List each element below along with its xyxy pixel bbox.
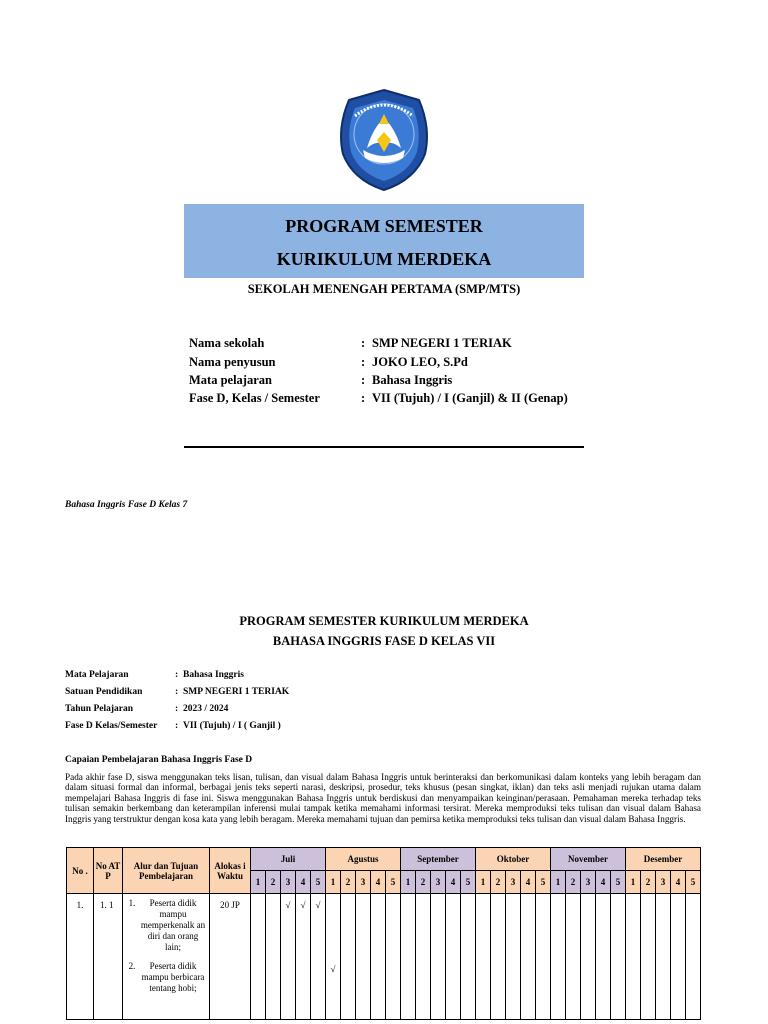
week-cell [401,894,416,1020]
week-cell [356,894,371,1020]
week-header: 3 [281,871,296,894]
horizontal-rule [184,446,584,448]
month-header: Juli [251,848,326,871]
alur-item-text: Peserta didik mampu memperkenalk an diri dan orang lain; [140,898,206,952]
title-line-2: KURIKULUM MERDEKA [276,249,492,269]
row-no: 1. [67,894,94,1020]
header-no: No . [67,848,94,894]
week-cell [491,894,506,1020]
week-cell [461,894,476,1020]
row-no-atp: 1. 1 [94,894,123,1020]
meta-value: SMP NEGERI 1 TERIAK [183,687,290,697]
week-cell [341,894,356,1020]
info-label: Mata pelajaran [189,373,272,387]
alur-item-number: 2. [128,961,136,971]
page-caption: Bahasa Inggris Fase D Kelas 7 [65,500,188,510]
week-cell-checked: √ [326,894,341,1020]
week-cell [686,894,701,1020]
week-header: 3 [431,871,446,894]
meta-separator: : [175,670,179,680]
week-header: 2 [566,871,581,894]
week-cell [581,894,596,1020]
week-header: 1 [476,871,491,894]
week-cell [596,894,611,1020]
week-cell [251,894,266,1020]
week-header: 2 [416,871,431,894]
header-alokasi: Alokas i Waktu [210,848,251,894]
meta-separator: : [175,721,179,731]
info-label: Nama sekolah [189,336,265,350]
week-cell [266,894,281,1020]
meta-value: VII (Tujuh) / I ( Ganjil ) [183,721,281,731]
alur-item-text: Peserta didik mampu berbicara tentang hobi; [141,961,205,993]
week-header: 1 [401,871,416,894]
week-header: 4 [521,871,536,894]
alur-item [125,898,207,953]
week-cell [611,894,626,1020]
week-header: 5 [686,871,701,894]
week-header: 1 [251,871,266,894]
week-header: 4 [671,871,686,894]
week-cell [551,894,566,1020]
title-banner [184,204,584,278]
week-header: 3 [356,871,371,894]
week-header: 5 [611,871,626,894]
week-header: 1 [326,871,341,894]
month-header: Desember [626,848,701,871]
meta-separator: : [175,704,179,714]
week-header: 1 [626,871,641,894]
week-cell [416,894,431,1020]
week-header: 2 [641,871,656,894]
week-cell [446,894,461,1020]
week-cell [521,894,536,1020]
week-cell [656,894,671,1020]
week-header: 3 [581,871,596,894]
meta-label: Mata Pelajaran [65,670,129,680]
week-header: 3 [656,871,671,894]
info-label: Nama penyusun [189,355,276,369]
program-subtitle: BAHASA INGGRIS FASE D KELAS VII [272,634,496,648]
header-alur: Alur dan Tujuan Pembelajaran [123,848,210,894]
header-no-atp: No AT P [94,848,123,894]
week-header: 4 [371,871,386,894]
month-header: Oktober [476,848,551,871]
week-cell [476,894,491,1020]
week-header: 5 [386,871,401,894]
week-cell [371,894,386,1020]
week-cell [536,894,551,1020]
month-header: November [551,848,626,871]
title-line-1: PROGRAM SEMESTER [285,216,483,236]
tut-wuri-handayani-logo [333,88,435,192]
info-value: VII (Tujuh) / I (Ganjil) & II (Genap) [372,391,568,405]
week-cell [566,894,581,1020]
meta-label: Fase D Kelas/Semester [65,721,158,731]
program-title: PROGRAM SEMESTER KURIKULUM MERDEKA [239,614,529,628]
info-separator: : [361,336,366,350]
cp-paragraph: Pada akhir fase D, siswa menggunakan teks lisan, tulisan, dan visual dalam Bahasa Inggris untuk berinteraksi dan berkomunikasi dalam konteks yang lebih beragam dan dalam situasi formal dan informal, berbagai jenis teks seperti narasi, deskripsi, prosedur, teks khusus (pesan singkat, iklan) dan teks asli menjadi rujukan utama dalam mempelajari Bahasa Inggris di fase ini. Siswa menggunakan Bahasa Inggris untuk berdiskusi dan menyampaikan keinginan/perasaan. Pemahaman mereka terhadap teks tulisan semakin berkembang dan keterampilan inferensi mulai tampak ketika memahami informasi tersirat. Mereka memproduksi teks tulisan dan visual dalam Bahasa Inggris yang terstruktur dengan kosa kata yang lebih beragam. Mereka memahami tujuan dan pemirsa ketika memproduksi teks tulisan dan visual dalam Bahasa Inggris. [65,772,701,824]
meta-value: 2023 / 2024 [183,704,229,714]
week-header: 4 [596,871,611,894]
week-header: 5 [461,871,476,894]
meta-label: Satuan Pendidikan [65,687,143,697]
week-cell [671,894,686,1020]
week-cell [626,894,641,1020]
week-cell-checked: √ [296,894,311,1020]
school-type: SEKOLAH MENENGAH PERTAMA (SMP/MTS) [247,282,521,296]
week-header: 1 [551,871,566,894]
week-cell-checked: √ [281,894,296,1020]
table-row [67,894,701,1020]
meta-value: Bahasa Inggris [183,670,244,680]
info-value: JOKO LEO, S.Pd [372,355,468,369]
week-cell [506,894,521,1020]
week-header: 5 [536,871,551,894]
info-separator: : [361,373,366,387]
month-header: Agustus [326,848,401,871]
cp-heading: Capaian Pembelajaran Bahasa Inggris Fase D [65,755,253,765]
row-alur [123,894,210,1020]
info-value: Bahasa Inggris [372,373,453,387]
info-separator: : [361,391,366,405]
info-label: Fase D, Kelas / Semester [189,391,320,405]
row-alokasi: 20 JP [210,894,251,1020]
month-header: September [401,848,476,871]
meta-separator: : [175,687,179,697]
week-header: 4 [296,871,311,894]
week-header: 2 [341,871,356,894]
info-separator: : [361,355,366,369]
alur-item-number: 1. [128,898,136,908]
week-header: 5 [311,871,326,894]
week-header: 2 [266,871,281,894]
week-header: 4 [446,871,461,894]
schedule-table [66,847,701,1020]
week-cell [386,894,401,1020]
alur-item [125,961,207,994]
info-value: SMP NEGERI 1 TERIAK [372,336,512,350]
meta-label: Tahun Pelajaran [65,704,134,714]
week-cell-checked: √ [311,894,326,1020]
week-header: 3 [506,871,521,894]
week-header: 2 [491,871,506,894]
week-cell [641,894,656,1020]
week-cell [431,894,446,1020]
